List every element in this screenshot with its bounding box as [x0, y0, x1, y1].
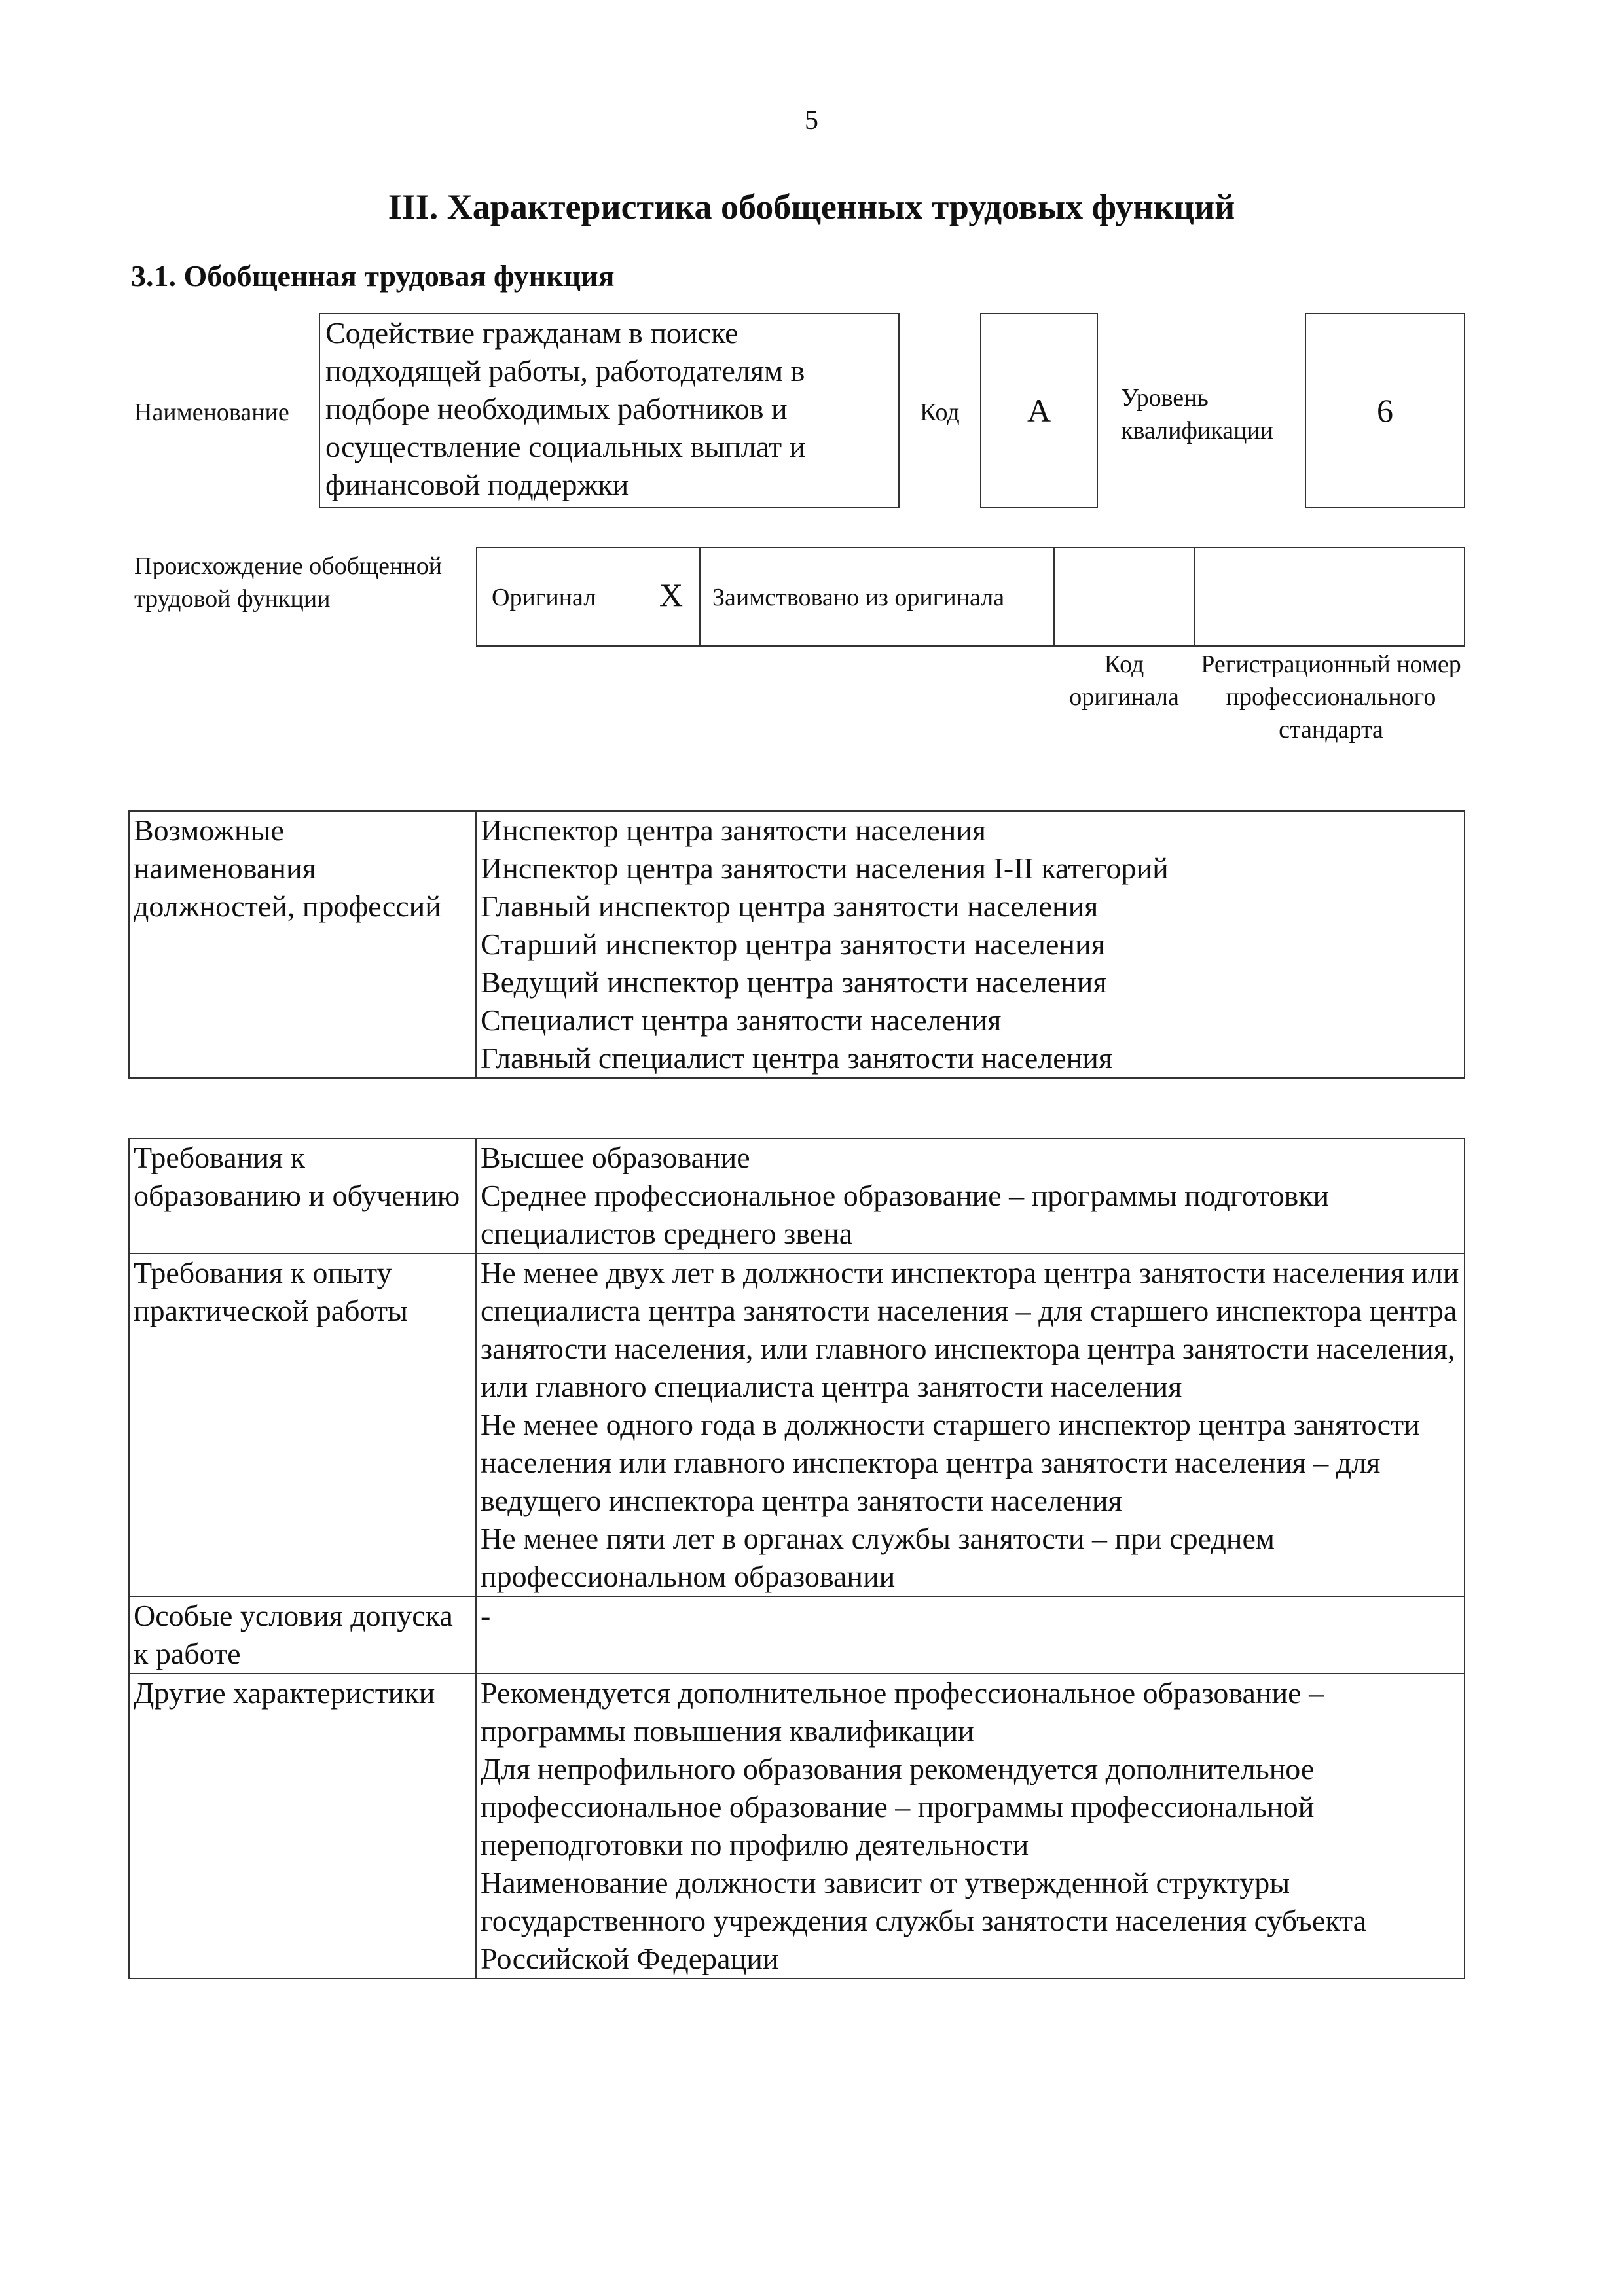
requirement-line: Не менее одного года в должности старшего инспектор центра занятости населения или главного инспектора центра занятости населения – для ведущего инспектора центра занятости населения — [481, 1408, 1420, 1517]
requirement-line: Наименование должности зависит от утвержденной структуры государственного учреждения службы занятости населения субъекта Российской Федерации — [481, 1866, 1367, 1975]
code-label: Код — [920, 399, 960, 426]
position-item: Инспектор центра занятости населения I-II категорий — [481, 852, 1169, 885]
original-cell — [476, 547, 701, 647]
position-item: Специалист центра занятости населения — [481, 1003, 1002, 1037]
function-name-value: Содействие гражданам в поиске подходящей работы, работодателям в подборе необходимых работников и осуществление социальных выплат и финансовой поддержки — [325, 316, 806, 501]
original-mark: X — [659, 577, 684, 613]
level-label: Уровень квалификации — [1121, 384, 1274, 444]
requirement-value-cell — [476, 1596, 1465, 1674]
requirement-value-cell — [476, 1253, 1465, 1596]
position-item: Главный инспектор центра занятости населения — [481, 889, 1099, 923]
requirement-line: Не менее пяти лет в органах службы занятости – при среднем профессиональном образовании — [481, 1522, 1275, 1593]
requirements-row — [129, 1253, 1465, 1596]
code-box — [980, 313, 1098, 508]
level-value: 6 — [1377, 392, 1393, 429]
reg-number-cell — [1194, 547, 1465, 647]
special-conditions-label: Особые условия допуска к работе — [134, 1599, 453, 1670]
requirement-value-cell — [476, 1674, 1465, 1979]
subsection-title: 3.1. Обобщенная трудовая функция — [131, 259, 615, 293]
origin-label: Происхождение обобщенной трудовой функции — [134, 552, 443, 613]
other-characteristics-label: Другие характеристики — [134, 1676, 435, 1710]
borrowed-cell — [699, 547, 1055, 647]
position-item: Ведущий инспектор центра занятости населения — [481, 965, 1107, 999]
requirement-label-cell — [129, 1138, 476, 1253]
positions-label-cell — [129, 811, 476, 1078]
positions-table — [128, 810, 1465, 1079]
position-item: Инспектор центра занятости населения — [481, 814, 987, 847]
requirements-table — [128, 1138, 1465, 1979]
requirements-row — [129, 1674, 1465, 1979]
name-label: Наименование — [134, 399, 289, 426]
function-name-box — [319, 313, 900, 508]
code-value: A — [1027, 392, 1051, 429]
requirement-label-cell — [129, 1596, 476, 1674]
level-box — [1305, 313, 1465, 508]
reg-number-caption: Регистрационный номер профессионального стандарта — [1201, 651, 1461, 744]
education-label: Требования к образованию и обучению — [134, 1141, 460, 1212]
requirement-label-cell — [129, 1674, 476, 1979]
requirement-line: Высшее образование — [481, 1141, 750, 1174]
requirement-line: Для непрофильного образования рекомендуется дополнительное профессиональное образование – программы профессиональной переподготовки по профилю деятельности — [481, 1752, 1315, 1861]
requirements-row — [129, 1596, 1465, 1674]
section-title: III. Характеристика обобщенных трудовых функций — [388, 187, 1235, 226]
code-original-caption: Код оригинала — [1069, 651, 1179, 711]
original-label: Оригинал — [492, 584, 596, 611]
positions-row — [129, 811, 1465, 1078]
positions-label: Возможные наименования должностей, профессий — [134, 814, 441, 923]
experience-label: Требования к опыту практической работы — [134, 1256, 408, 1327]
positions-list-cell — [476, 811, 1465, 1078]
requirement-value-cell — [476, 1138, 1465, 1253]
requirement-line: Среднее профессиональное образование – программы подготовки специалистов среднего звена — [481, 1179, 1330, 1250]
code-original-cell — [1053, 547, 1195, 647]
requirement-label-cell — [129, 1253, 476, 1596]
borrowed-label: Заимствовано из оригинала — [712, 584, 1005, 611]
position-item: Главный специалист центра занятости населения — [481, 1041, 1113, 1075]
requirements-row — [129, 1138, 1465, 1253]
page-number: 5 — [805, 105, 818, 135]
position-item: Старший инспектор центра занятости населения — [481, 927, 1105, 961]
requirement-line: Рекомендуется дополнительное профессиональное образование – программы повышения квалификации — [481, 1676, 1324, 1748]
requirement-line: - — [481, 1599, 491, 1632]
requirement-line: Не менее двух лет в должности инспектора центра занятости населения или специалиста центра занятости населения – для старшего инспектора центра занятости населения, или главного инспектора центра занятости населения, или главного специалиста центра занятости населения — [481, 1256, 1459, 1403]
